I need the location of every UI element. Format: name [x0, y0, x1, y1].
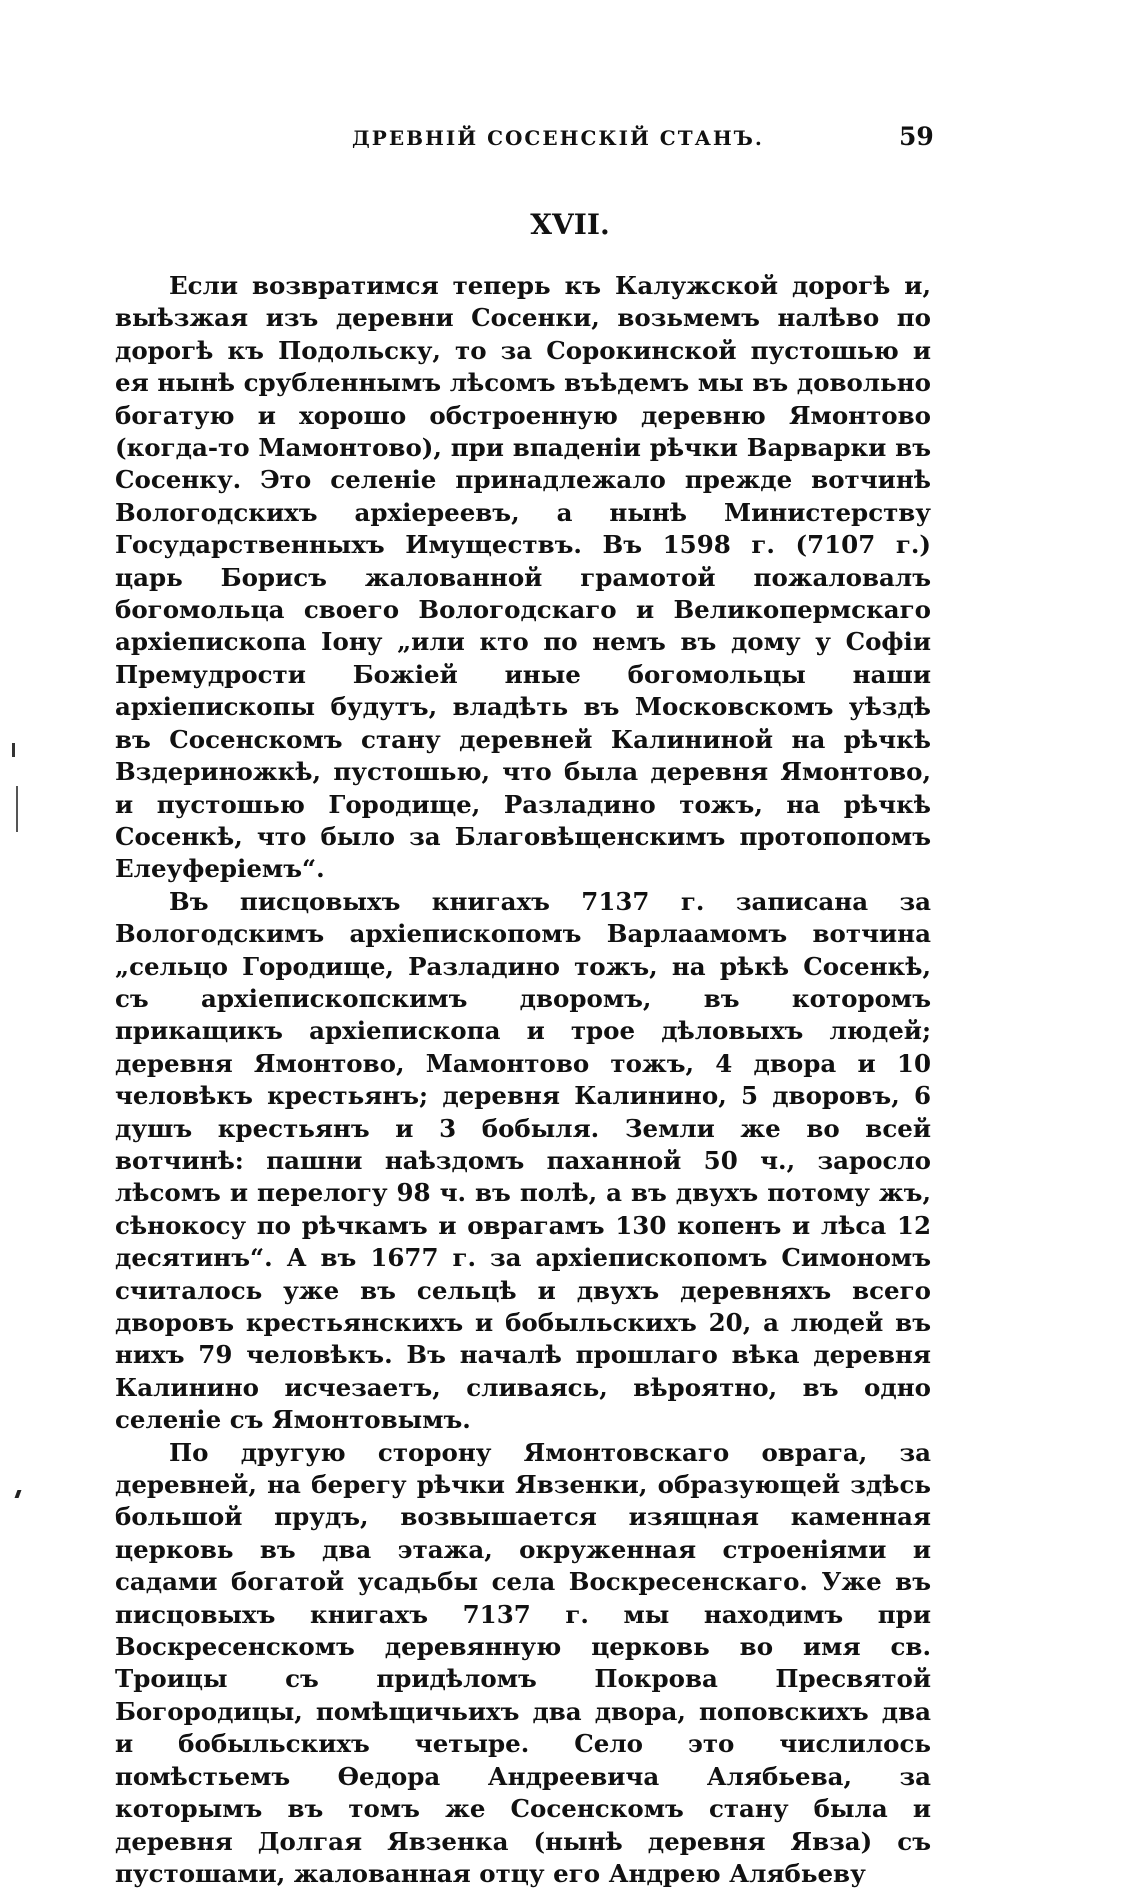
running-title: ДРЕВНІЙ СОСЕНСКІЙ СТАНЪ. [352, 126, 764, 150]
paragraph: Въ писцовыхъ книгахъ 7137 г. записана за Вологодскимъ архіепископомъ Варлаамомъ вотчина „сельцо Городище, Разладино тожъ, на рѣкѣ Сосенкѣ, съ архіепископскимъ дворомъ, въ которомъ прикащикъ архіепископа и трое дѣловыхъ людей; деревня Ямонтово, Мамонтово тожъ, 4 двора и 10 человѣкъ крестьянъ; деревня Калинино, 5 дворовъ, 6 душъ крестьянъ и 3 бобыля. Земли же во всей вотчинѣ: пашни наѣздомъ паханной 50 ч., заросло лѣсомъ и перелогу 98 ч. въ полѣ, а въ двухъ потому жъ, сѣнокосу по рѣчкамъ и оврагамъ 130 копенъ и лѣса 12 десятинъ“. А въ 1677 г. за архіепископомъ Симономъ считалось уже въ сельцѣ и двухъ деревняхъ всего дворовъ крестьянскихъ и бобыльскихъ 20, а людей въ нихъ 79 человѣкъ. Въ началѣ прошлаго вѣка деревня Калинино исчезаетъ, сливаясь, вѣроятно, въ одно селеніе съ Ямонтовымъ. [115, 886, 931, 1435]
chapter-heading: XVII. [530, 208, 610, 241]
margin-speck [12, 743, 15, 757]
page-number: 59 [899, 122, 934, 151]
paragraph: Если возвратимся теперь къ Калужской дорогѣ и, выѣзжая изъ деревни Сосенки, возьмемъ налѣво по дорогѣ къ Подольску, то за Сорокинской пустошью и ея нынѣ срубленнымъ лѣсомъ въѣдемъ мы въ довольно богатую и хорошо обстроенную деревню Ямонтово (когда-то Мамонтово), при впаденіи рѣчки Варварки въ Сосенку. Это селеніе принадлежало прежде вотчинѣ Вологодскихъ архіереевъ, а нынѣ Министерству Государственныхъ Имуществъ. Въ 1598 г. (7107 г.) царь Борисъ жалованной грамотой пожаловалъ богомольца своего Вологодскаго и Великопермскаго архіепископа Іону „или кто по немъ въ дому у Софіи Премудрости Божіей иные богомольцы наши архіепископы будутъ, владѣть въ Московскомъ уѣздѣ въ Сосенскомъ стану деревней Калининой на рѣчкѣ Вздериножкѣ, пустошью, что была деревня Ямонтово, и пустошью Городище, Разладино тожъ, на рѣчкѣ Сосенкѣ, что было за Благовѣщенскимъ протопопомъ Елеуферіемъ“. [115, 271, 931, 884]
margin-speck [15, 1490, 22, 1498]
paragraph: По другую сторону Ямонтовскаго оврага, за деревней, на берегу рѣчки Явзенки, образующей здѣсь большой прудъ, возвышается изящная каменная церковь въ два этажа, окруженная строеніями и садами богатой усадьбы села Воскресенскаго. Уже въ писцовыхъ книгахъ 7137 г. мы находимъ при Воскресенскомъ деревянную церковь во имя св. Троицы съ придѣломъ Покрова Пресвятой Богородицы, помѣщичьихъ два двора, поповскихъ два и бобыльскихъ четыре. Село это числилось помѣстьемъ Ѳедора Андреевича Алябьева, за которымъ въ томъ же Сосенскомъ стану была и деревня Долгая Явзенка (нынѣ деревня Явза) съ пустошами, жалованная отцу его Андрею Алябьеву [115, 1437, 931, 1888]
body-text [115, 270, 931, 1890]
margin-speck [16, 786, 18, 832]
